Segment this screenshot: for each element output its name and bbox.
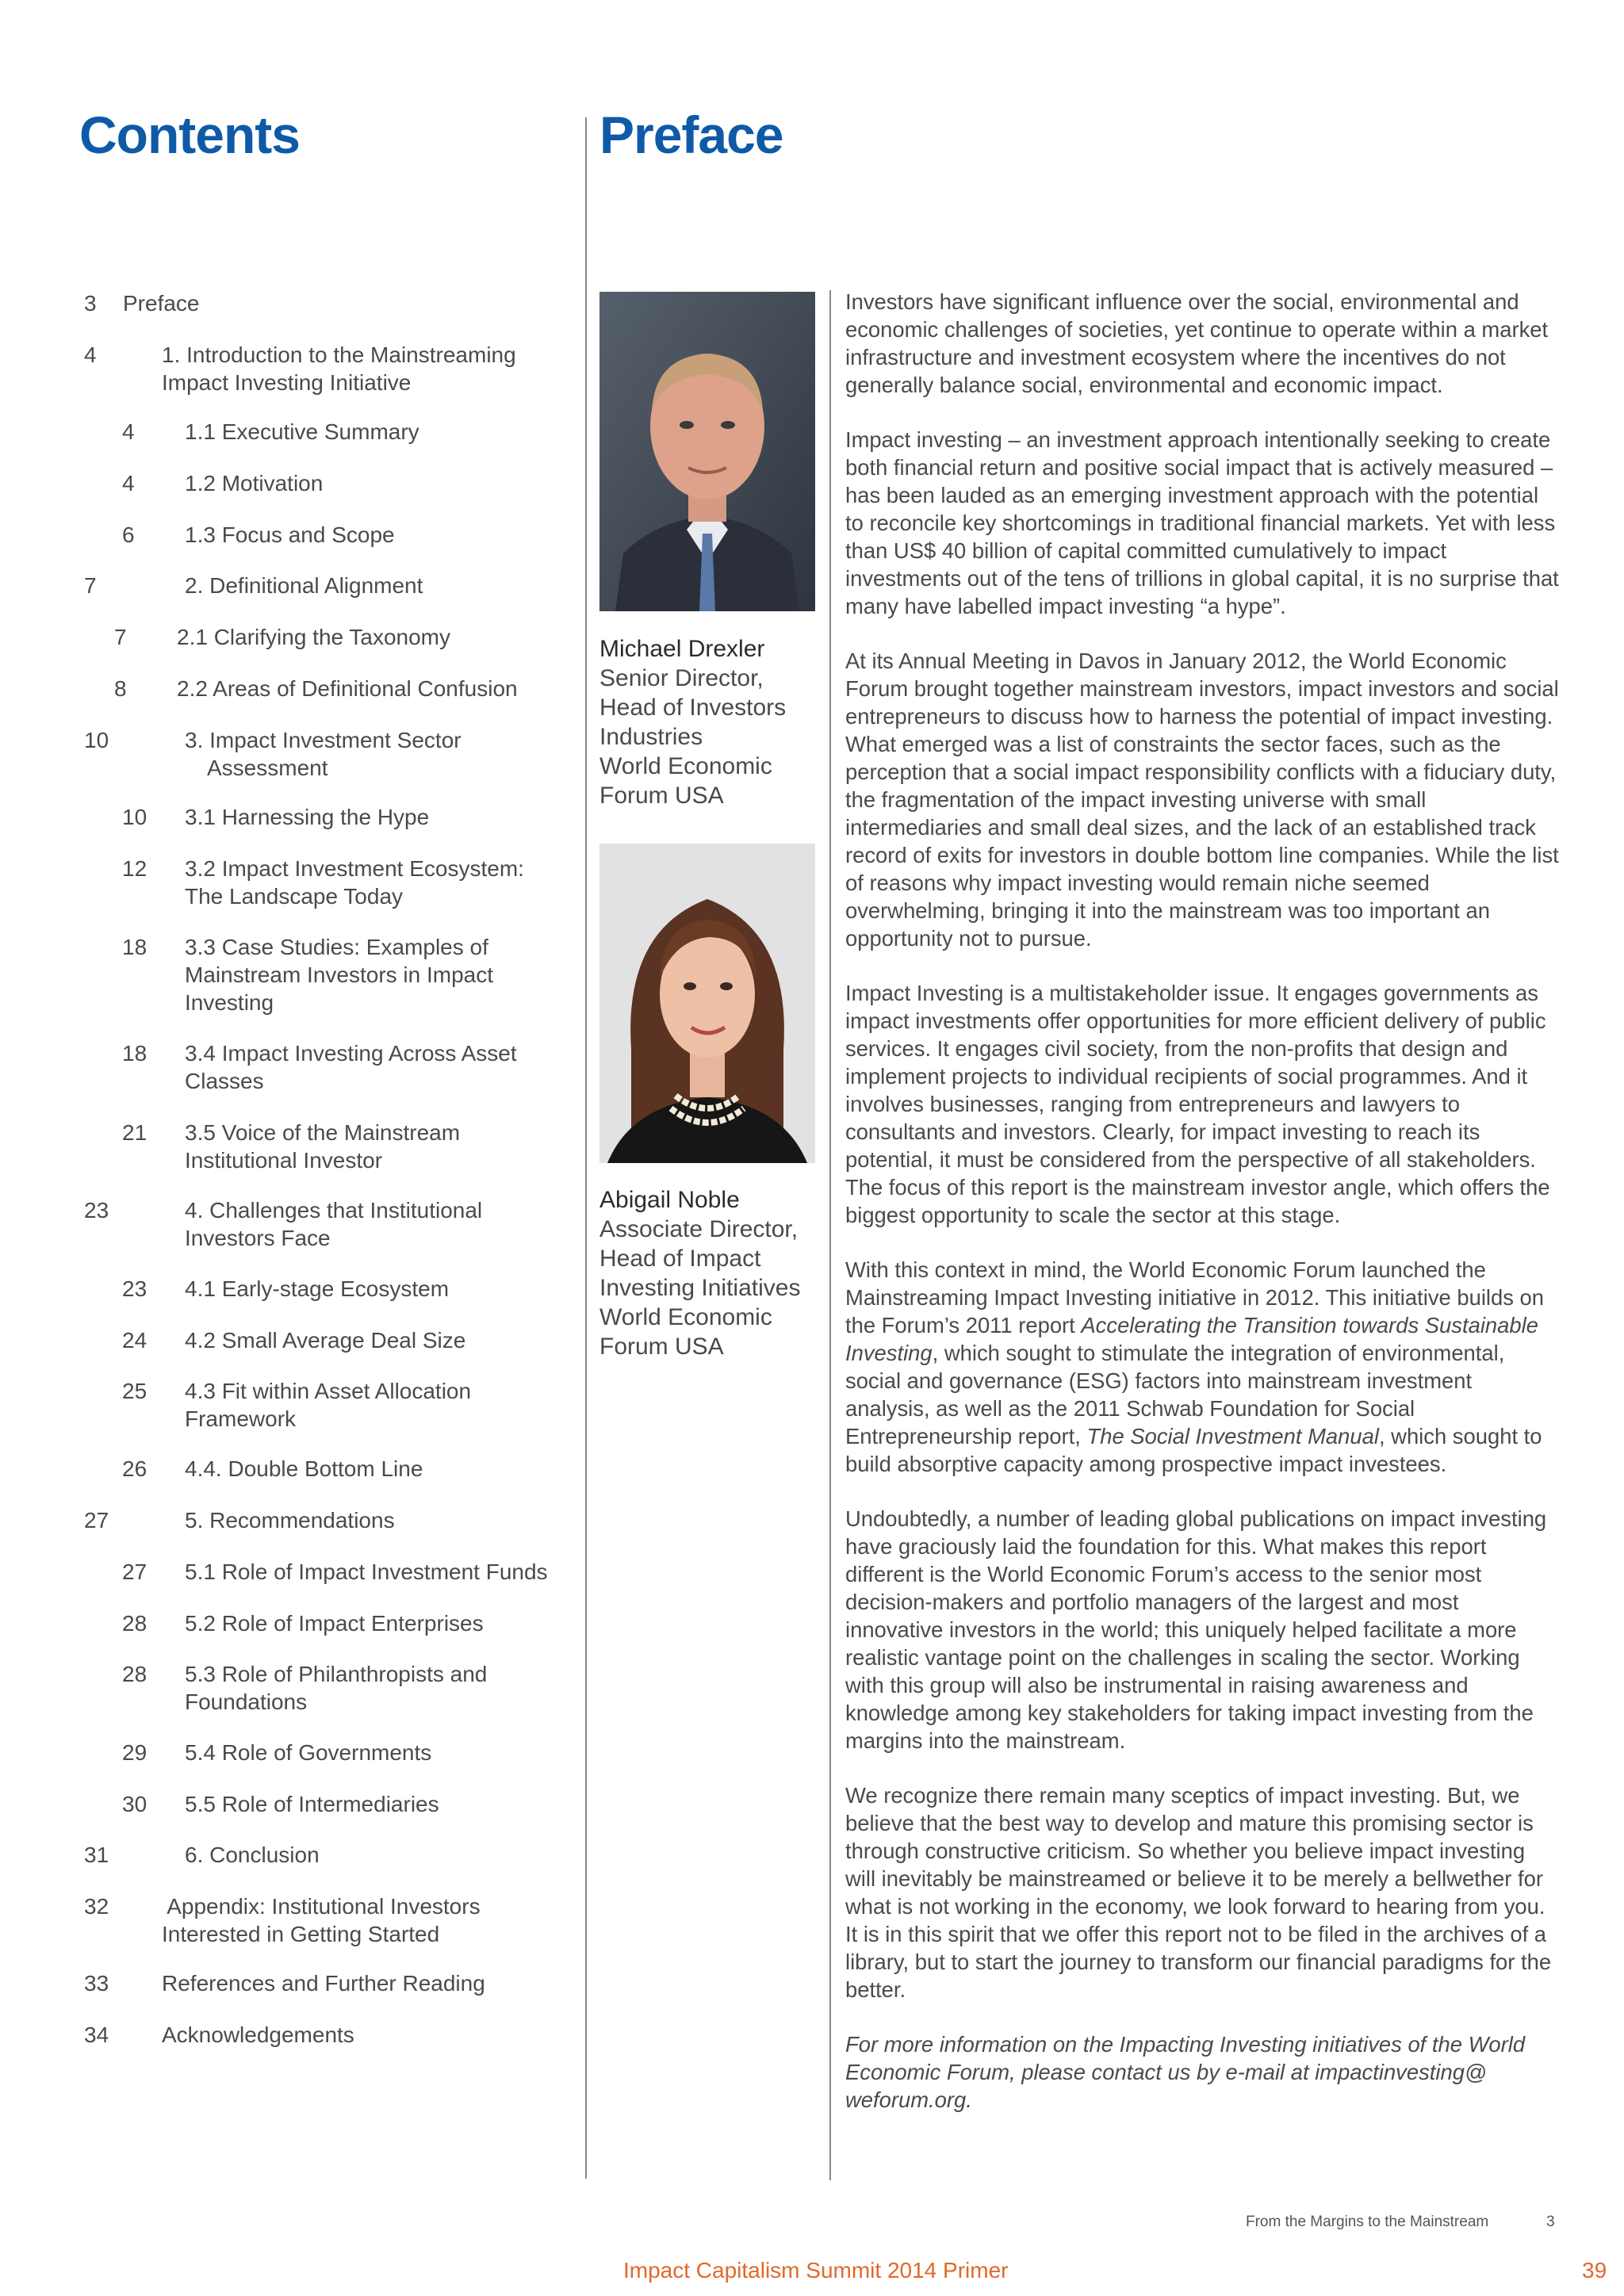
toc-page-number: 3: [84, 291, 97, 316]
toc-entry-title: Interested in Getting Started: [162, 1922, 440, 1946]
toc-entry[interactable]: [0, 1558, 571, 1586]
toc-entry-title: 5.1 Role of Impact Investment Funds: [185, 1559, 548, 1584]
text-run: , which sought to build absorptive capacity among prospective impact investees.: [845, 1424, 1542, 1476]
preface-heading: Preface: [599, 105, 783, 164]
toc-page-number: 10: [122, 805, 147, 829]
contact-note: [845, 2030, 1559, 2114]
preface-paragraph: We recognize there remain many sceptics of impact investing. But, we believe that the best way to develop and mature this promising sector is through constructive criticism. So whether you believe impact investing will inevitably be mainstreamed or believe it to be merely a bellwether for what is not working in the economy, we look forward to hearing from you. It is in this spirit that we offer this report not to be filed in the archives of a library, but to start the journey to transform our financial paradigms for the better.: [845, 1783, 1552, 2002]
toc-entry[interactable]: [0, 1739, 571, 1766]
toc-entry[interactable]: [0, 1609, 571, 1637]
report-page-number: 3: [1546, 2214, 1555, 2230]
michael-drexler-caption: [599, 634, 786, 810]
toc-entry[interactable]: [0, 521, 571, 549]
toc-entry-title: Investors Face: [185, 1226, 331, 1250]
toc-page-number: 10: [84, 728, 109, 752]
toc-entry-title: 1.1 Executive Summary: [185, 419, 419, 444]
preface-paragraph: At its Annual Meeting in Davos in January 2012, the World Economic Forum brought together mainstream investors, impact investors and social entrepreneurs to discuss how to harness the potential of impact investing. What emerged was a list of constraints the sector faces, such as the perception that a social impact responsibility conflicts with a fiduciary duty, the fragmentation of the impact investing universe with small intermediaries and small deal sizes, and the lack of an established track record of exits for investors in double bottom line companies. While the list of reasons why impact investing would remain niche seemed overwhelming, bringing it into the mainstream was too important an opportunity not to pursue.: [845, 649, 1559, 951]
abigail-noble-caption: [599, 1185, 800, 1361]
toc-entry-title: 4.2 Small Average Deal Size: [185, 1328, 466, 1353]
toc-entry-title: The Landscape Today: [185, 884, 404, 909]
toc-entry[interactable]: [0, 1841, 571, 1869]
toc-entry[interactable]: [0, 1790, 571, 1818]
primer-page-number: 39: [1582, 2258, 1607, 2283]
toc-entry-title: 5.2 Role of Impact Enterprises: [185, 1611, 484, 1636]
toc-page-number: 28: [122, 1611, 147, 1636]
toc-entry-title: Impact Investing Initiative: [162, 370, 412, 395]
text-run: , which sought to stimulate the integration of environmental, social and governance (ESG) factors into mainstream investment analysis, as well as the 2011 Schwab Foundation for Social Entrepreneurship report,: [845, 1341, 1505, 1448]
toc-entry[interactable]: [0, 289, 571, 317]
toc-entry-title: 1.3 Focus and Scope: [185, 522, 395, 547]
toc-entry-title: 5.4 Role of Governments: [185, 1740, 432, 1765]
toc-entry-title: 3.4 Impact Investing Across Asset: [185, 1041, 517, 1066]
toc-entry[interactable]: [0, 855, 571, 910]
toc-entry-title: 4.3 Fit within Asset Allocation: [185, 1379, 472, 1403]
toc-entry-title: 1. Introduction to the Mainstreaming: [162, 342, 516, 367]
toc-entry-title: 5.5 Role of Intermediaries: [185, 1792, 439, 1816]
preface-paragraph: Impact investing – an investment approach intentionally seeking to create both financial return and positive social impact that is actively measured – has been lauded as an emerging investment approach with the potential to reconcile key shortcomings in traditional financial markets. Yet with less than US$ 40 billion of capital committed cumulatively to impact investments out of the tens of trillions in global capital, it is no surprise that many have labelled impact investing “a hype”.: [845, 427, 1559, 618]
toc-entry[interactable]: [0, 1119, 571, 1174]
toc-entry[interactable]: [0, 1377, 571, 1433]
toc-entry-title: Mainstream Investors in Impact: [185, 962, 494, 987]
toc-entry[interactable]: [0, 1969, 571, 1997]
toc-entry-title: 4.1 Early-stage Ecosystem: [185, 1276, 450, 1301]
toc-entry[interactable]: [0, 933, 571, 1016]
report-title-italic: Accelerating the Transition towards Sustainable Investing: [845, 1313, 1538, 1365]
toc-entry-title: 2.2 Areas of Definitional Confusion: [177, 676, 518, 701]
toc-page-number: 8: [114, 676, 127, 701]
toc-entry-title: Assessment: [207, 756, 328, 780]
person-role-line: Senior Director,: [599, 665, 764, 691]
toc-entry[interactable]: [0, 1455, 571, 1483]
person-role-line: World Economic: [599, 753, 772, 779]
person-role-line: Industries: [599, 724, 703, 750]
toc-page-number: 28: [122, 1662, 147, 1686]
person-role-line: Forum USA: [599, 1334, 724, 1360]
toc-page-number: 6: [122, 522, 135, 547]
toc-entry[interactable]: [0, 675, 571, 702]
report-title-italic: The Social Investment Manual: [1086, 1424, 1379, 1448]
toc-entry-title: Classes: [185, 1069, 264, 1093]
person-role-line: Forum USA: [599, 783, 724, 809]
toc-entry[interactable]: [0, 469, 571, 497]
toc-page-number: 18: [122, 1041, 147, 1066]
toc-page-number: 18: [122, 935, 147, 959]
toc-page-number: 30: [122, 1792, 147, 1816]
preface-paragraph: Investors have significant influence over the social, environmental and economic challenges of societies, yet continue to operate within a market infrastructure and investment ecosystem where the incentives do not generally balance social, environmental and economic impact.: [845, 289, 1549, 397]
primer-title: Impact Capitalism Summit 2014 Primer: [623, 2258, 1009, 2283]
abigail-noble-photo: [599, 844, 815, 1163]
contact-note-text: For more information on the Impacting Investing initiatives of the World Economic Forum, please contact us by e-mail at impactinvesting@ weforum.org.: [845, 2032, 1526, 2112]
toc-entry-title: 2.1 Clarifying the Taxonomy: [177, 625, 450, 649]
toc-page-number: 21: [122, 1120, 147, 1145]
toc-page-number: 7: [84, 573, 97, 598]
toc-entry-title: Preface: [123, 291, 200, 316]
toc-entry-title: 4.4. Double Bottom Line: [185, 1456, 423, 1481]
toc-page-number: 34: [84, 2022, 109, 2047]
toc-entry[interactable]: [0, 1039, 571, 1095]
toc-entry-title: Foundations: [185, 1689, 308, 1714]
person-name: Michael Drexler: [599, 636, 765, 662]
toc-entry-title: 3.2 Impact Investment Ecosystem:: [185, 856, 524, 881]
toc-entry-title: Framework: [185, 1406, 297, 1431]
toc-page-number: 4: [122, 471, 135, 496]
toc-page-number: 24: [122, 1328, 147, 1353]
toc-entry-title: 3.5 Voice of the Mainstream: [185, 1120, 461, 1145]
text-run: With this context in mind, the World Economic Forum launched the Mainstreaming Impact Investing initiative in 2012. This initiative builds on the Forum’s 2011 report: [845, 1257, 1545, 1337]
toc-entry-title: Institutional Investor: [185, 1148, 383, 1173]
preface-paragraph: [845, 1256, 1559, 1478]
contents-heading: Contents: [79, 105, 300, 164]
column-divider-left: [585, 117, 587, 2179]
toc-entry-title: 1.2 Motivation: [185, 471, 324, 496]
toc-page-number: 33: [84, 1971, 109, 1996]
toc-entry[interactable]: [0, 418, 571, 446]
person-name: Abigail Noble: [599, 1187, 740, 1213]
toc-entry-title: References and Further Reading: [162, 1971, 485, 1996]
person-role-line: Associate Director,: [599, 1216, 799, 1242]
preface-paragraph: Undoubtedly, a number of leading global publications on impact investing have graciously laid the foundation for this. What makes this report different is the World Economic Forum’s access to the senior most decision-makers and portfolio managers of the largest and most innovative investors in the world; this uniquely helped facilitate a more realistic vantage point on the challenges in scaling the sector. Working with this group will also be instrumental in raising awareness and knowledge among key stakeholders for taking impact investing from the margins into the mainstream.: [845, 1506, 1547, 1753]
toc-page-number: 29: [122, 1740, 147, 1765]
toc-entry-title: Acknowledgements: [162, 2022, 354, 2047]
toc-entry[interactable]: [0, 1506, 571, 1534]
toc-page-number: 23: [84, 1198, 109, 1223]
toc-page-number: 27: [84, 1508, 109, 1533]
toc-entry[interactable]: [0, 1660, 571, 1716]
toc-page-number: 4: [122, 419, 135, 444]
toc-page-number: 23: [122, 1276, 147, 1301]
preface-paragraph: Impact Investing is a multistakeholder issue. It engages governments as impact investments offer opportunities for more efficient delivery of public services. It engages civil society, from the non-profits that design and implement projects to individual recipients of social programmes. And it involves businesses, ranging from entrepreneurs and lawyers to consultants and investors. Clearly, for impact investing to reach its potential, it must be considered from the perspective of all stakeholders. The focus of this report is the mainstream investor angle, which offers the biggest opportunity to scale the sector at this stage.: [845, 981, 1550, 1227]
toc-entry[interactable]: [0, 1326, 571, 1354]
toc-page-number: 25: [122, 1379, 147, 1403]
person-role-line: Head of Impact: [599, 1246, 761, 1272]
toc-entry[interactable]: [0, 1275, 571, 1303]
toc-entry[interactable]: [0, 1892, 571, 1948]
person-role-line: Investing Initiatives: [599, 1275, 801, 1301]
toc-entry[interactable]: [0, 1196, 571, 1252]
column-divider-right: [829, 290, 831, 2180]
toc-entry-title: 3.1 Harnessing the Hype: [185, 805, 430, 829]
toc-entry-title: 2. Definitional Alignment: [185, 573, 423, 598]
preface-body: [845, 288, 1559, 2141]
toc-page-number: 27: [122, 1559, 147, 1584]
toc-page-number: 4: [84, 342, 97, 367]
portrait-placeholder-icon: [599, 292, 815, 611]
person-role-line: Head of Investors: [599, 695, 787, 721]
toc-entry[interactable]: [0, 341, 571, 396]
toc-entry[interactable]: [0, 2021, 571, 2049]
toc-page-number: 32: [84, 1894, 109, 1919]
toc-page-number: 7: [114, 625, 127, 649]
toc-entry-title: Appendix: Institutional Investors: [162, 1894, 481, 1919]
toc-entry-title: 3. Impact Investment Sector: [185, 728, 462, 752]
portrait-placeholder-icon: [599, 844, 815, 1163]
toc-entry[interactable]: [0, 726, 571, 782]
toc-entry[interactable]: [0, 623, 571, 651]
toc-entry[interactable]: [0, 572, 571, 599]
report-footer-title: From the Margins to the Mainstream: [1246, 2214, 1489, 2230]
toc-page-number: 12: [122, 856, 147, 881]
toc-entry-title: 4. Challenges that Institutional: [185, 1198, 483, 1223]
toc-page-number: 31: [84, 1843, 109, 1867]
toc-entry-title: 5.3 Role of Philanthropists and: [185, 1662, 488, 1686]
toc-entry-title: 5. Recommendations: [185, 1508, 395, 1533]
toc-entry[interactable]: [0, 803, 571, 831]
michael-drexler-photo: [599, 292, 815, 611]
person-role-line: World Economic: [599, 1304, 772, 1330]
toc-page-number: 26: [122, 1456, 147, 1481]
toc-entry-title: 3.3 Case Studies: Examples of: [185, 935, 488, 959]
toc-entry-title: 6. Conclusion: [185, 1843, 320, 1867]
toc-entry-title: Investing: [185, 990, 274, 1015]
